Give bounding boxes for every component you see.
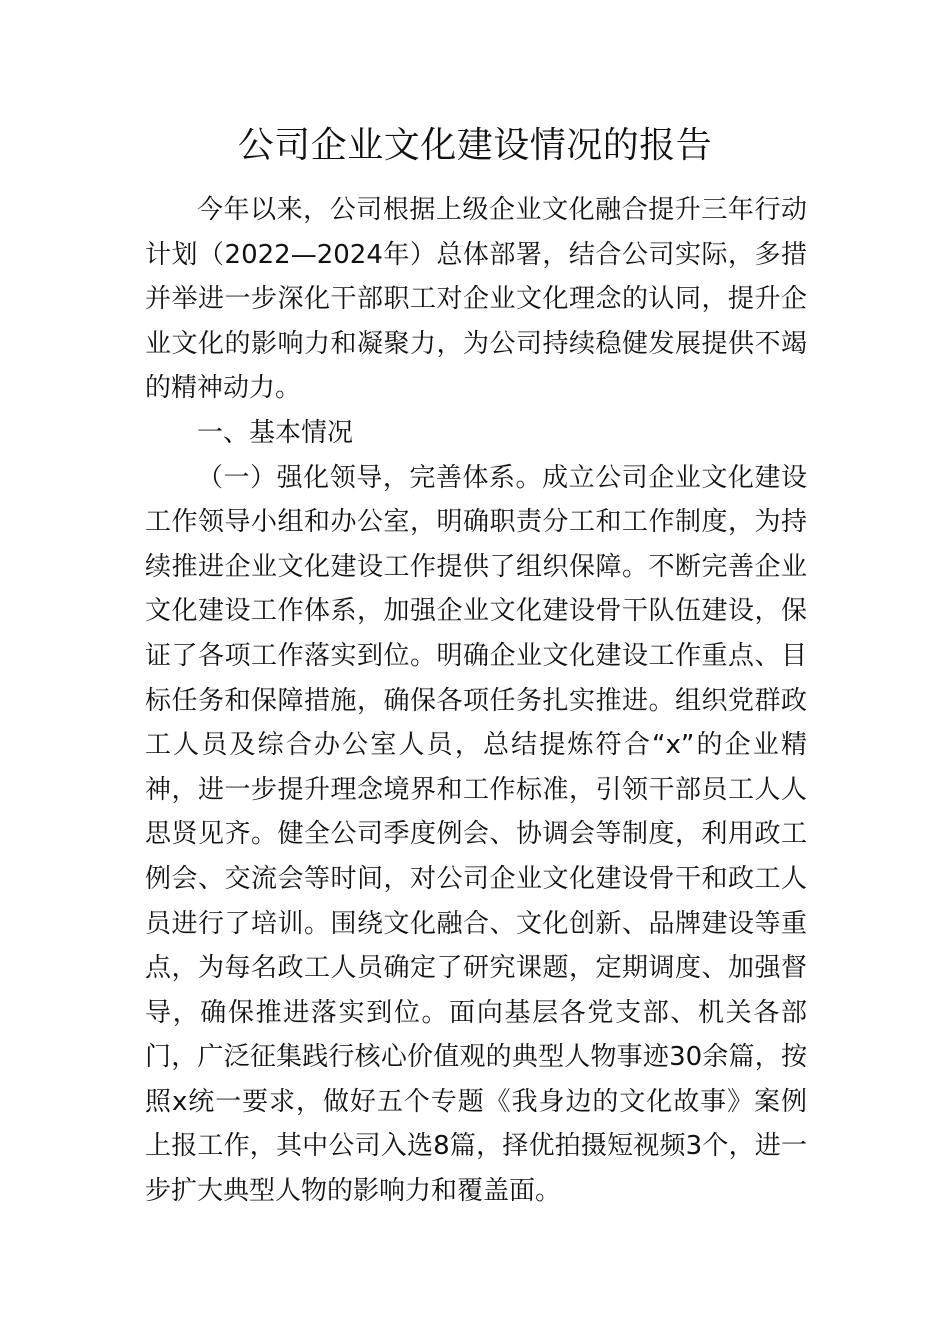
section-heading: 一、基本情况 bbox=[197, 417, 354, 448]
document-body bbox=[145, 188, 807, 1214]
intro-paragraph: 今年以来，公司根据上级企业文化融合提升三年行动计划（2022—2024年）总体部署，结合公司实际，多措并举进一步深化干部职工对企业文化理念的认同，提升企业文化的影响力和凝聚力，为公司持续稳健发展提供不竭的精神动力。 bbox=[145, 195, 807, 404]
document-title: 公司企业文化建设情况的报告 bbox=[237, 125, 713, 166]
section-paragraph: （一）强化领导，完善体系。成立公司企业文化建设工作领导小组和办公室，明确职责分工和工作制度，为持续推进企业文化建设工作提供了组织保障。不断完善企业文化建设工作体系，加强企业文化建设骨干队伍建设，保证了各项工作落实到位。明确企业文化建设工作重点、目标任务和保障措施，确保各项任务扎实推进。组织党群政工人员及综合办公室人员，总结提炼符合“x”的企业精神，进一步提升理念境界和工作标准，引领干部员工人人思贤见齐。健全公司季度例会、协调会等制度，利用政工例会、交流会等时间，对公司企业文化建设骨干和政工人员进行了培训。围绕文化融合、文化创新、品牌建设等重点，为每名政工人员确定了研究课题，定期调度、加强督导，确保推进落实到位。面向基层各党支部、机关各部门，广泛征集践行核心价值观的典型人物事迹30余篇，按照x统一要求，做好五个专题《我身边的文化故事》案例上报工作，其中公司入选8篇，择优拍摄短视频3个，进一步扩大典型人物的影响力和覆盖面。 bbox=[145, 462, 807, 1207]
